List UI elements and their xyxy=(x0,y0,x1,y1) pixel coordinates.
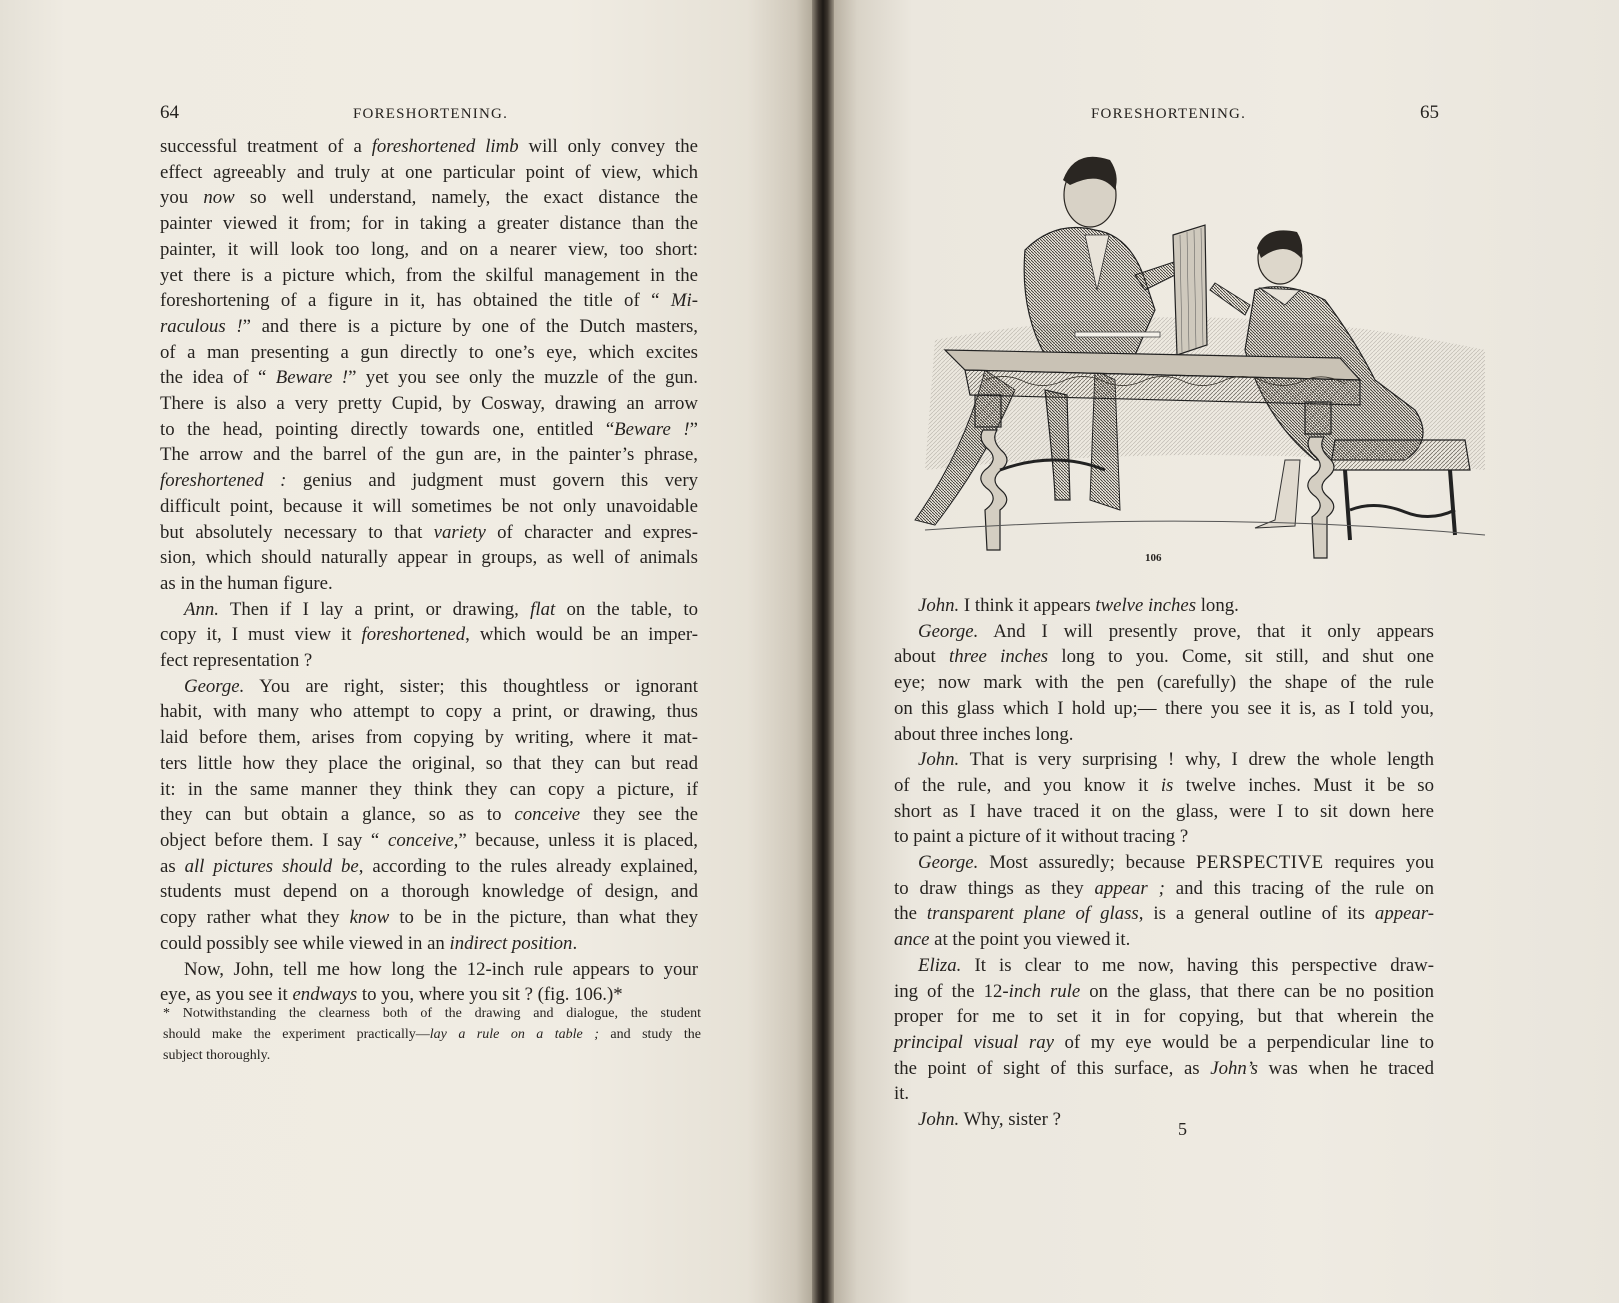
left-body-line: you now so well understand, namely, the exact distance the xyxy=(160,187,698,209)
right-body-line: ing of the 12-inch rule on the glass, that there can be no position xyxy=(894,980,1434,1002)
left-body-line: as all pictures should be, according to the rules already explained, xyxy=(160,855,699,877)
left-body-line: it: in the same manner they think they can copy a picture, if xyxy=(160,778,698,800)
right-body-line: about three inches long to you. Come, sit still, and shut one xyxy=(894,646,1434,668)
right-body-line: it. xyxy=(894,1083,910,1105)
left-body-line: copy rather what they know to be in the picture, than what they xyxy=(160,907,699,929)
right-body-line: to draw things as they appear ; and this tracing of the rule on xyxy=(894,877,1434,899)
right-body-line: Eliza. It is clear to me now, having this perspective draw- xyxy=(918,954,1434,976)
left-body-line: copy it, I must view it foreshortened, which would be an imper- xyxy=(160,624,698,646)
right-body-line: eye; now mark with the pen (carefully) the shape of the rule xyxy=(894,672,1434,694)
left-body-line: but absolutely necessary to that variety of character and expres- xyxy=(160,521,698,543)
signature-mark: 5 xyxy=(1178,1119,1187,1139)
left-body-line: ters little how they place the original, so that they can but read xyxy=(160,752,698,774)
left-body-line: foreshortened : genius and judgment must govern this very xyxy=(160,470,699,492)
left-body-line: as in the human figure. xyxy=(160,572,333,594)
right-body-line: principal visual ray of my eye would be a perpendicular line to xyxy=(894,1031,1435,1053)
left-body-text xyxy=(160,134,698,1008)
right-body-line: John. Why, sister ? xyxy=(918,1109,1061,1131)
left-body-line: could possibly see while viewed in an indirect position. xyxy=(160,932,578,954)
left-body-line: fect representation ? xyxy=(160,650,313,672)
left-body-line: students must depend on a thorough knowledge of design, and xyxy=(160,881,698,903)
right-page-number: 65 xyxy=(1420,102,1439,123)
left-body-line: foreshortening of a figure in it, has obtained the title of “ Mi- xyxy=(160,290,698,312)
floor-line xyxy=(925,521,1485,535)
left-body-line: to the head, pointing directly towards one, entitled “Beware !” xyxy=(160,418,698,440)
right-body-line: to paint a picture of it without tracing ? xyxy=(894,826,1189,848)
right-body-line: on this glass which I hold up;— there you see it is, as I told you, xyxy=(894,697,1434,719)
right-body-line: of the rule, and you know it is twelve inches. Must it be so xyxy=(894,774,1435,796)
right-running-title: FORESHORTENING. xyxy=(1091,106,1247,122)
left-page-number: 64 xyxy=(160,102,179,123)
left-body-line: they can but obtain a glance, so as to conceive they see the xyxy=(160,804,698,826)
right-body-line: George. Most assuredly; because PERSPECTIVE requires you xyxy=(918,852,1434,874)
right-body-line: about three inches long. xyxy=(894,723,1074,745)
left-body-line: yet there is a picture which, from the skilful management in the xyxy=(160,264,698,286)
right-body-line: John. I think it appears twelve inches long. xyxy=(918,595,1239,616)
footnote-line: subject thoroughly. xyxy=(163,1048,271,1063)
right-body-line: short as I have traced it on the glass, were I to sit down here xyxy=(894,800,1434,822)
right-body-line: George. And I will presently prove, that it only appears xyxy=(918,620,1434,642)
left-body-line: sion, which should naturally appear in groups, as well of animals xyxy=(160,547,698,569)
left-body-line: successful treatment of a foreshortened limb will only convey the xyxy=(160,136,698,157)
left-body-line: eye, as you see it endways to you, where you sit ? (fig. 106.)* xyxy=(160,984,623,1006)
footnote-line: * Notwithstanding the clearness both of the drawing and dialogue, the student xyxy=(163,1006,701,1021)
right-body-line: the transparent plane of glass, is a general outline of its appear- xyxy=(894,903,1435,925)
right-body-text xyxy=(894,593,1434,1133)
left-body-line: Ann. Then if I lay a print, or drawing, flat on the table, to xyxy=(184,598,698,620)
left-body-line: There is also a very pretty Cupid, by Cosway, drawing an arrow xyxy=(160,393,698,415)
engraving-illustration xyxy=(905,140,1505,560)
left-body-line: painter viewed it from; for in taking a greater distance than the xyxy=(160,213,698,235)
left-body-line: of a man presenting a gun directly to one’s eye, which excites xyxy=(160,341,698,363)
left-footnote xyxy=(163,1003,701,1066)
left-body-line: raculous !” and there is a picture by one of the Dutch masters, xyxy=(160,315,698,337)
left-body-line: object before them. I say “ conceive,” because, unless it is placed, xyxy=(160,829,698,851)
stool xyxy=(1330,440,1470,540)
book-gutter xyxy=(812,0,834,1303)
right-body-line: the point of sight of this surface, as John’s was when he traced xyxy=(894,1057,1434,1079)
left-body-line: Now, John, tell me how long the 12-inch rule appears to your xyxy=(184,958,698,980)
twelve-inch-rule xyxy=(1075,332,1160,337)
left-body-line: painter, it will look too long, and on a nearer view, too short: xyxy=(160,238,698,260)
right-body-line: John. That is very surprising ! why, I drew the whole length xyxy=(918,749,1434,771)
footnote-line: should make the experiment practically—lay a rule on a table ; and study the xyxy=(163,1027,702,1042)
left-body-line: The arrow and the barrel of the gun are, in the painter’s phrase, xyxy=(160,444,698,466)
left-body-line: laid before them, arises from copying by writing, where it mat- xyxy=(160,727,698,749)
left-running-title: FORESHORTENING. xyxy=(353,106,509,122)
right-body-line: proper for me to set it in for copying, but that wherein the xyxy=(894,1006,1434,1028)
glass-pane xyxy=(1173,225,1207,355)
left-body-line: effect agreeably and truly at one particular point of view, which xyxy=(160,161,698,183)
left-body-line: habit, with many who attempt to copy a print, or drawing, thus xyxy=(160,701,698,723)
left-body-line: the idea of “ Beware !” yet you see only the muzzle of the gun. xyxy=(160,367,698,389)
right-body-line: ance at the point you viewed it. xyxy=(894,929,1131,951)
left-body-line: George. You are right, sister; this thoughtless or ignorant xyxy=(184,675,698,697)
left-body-line: difficult point, because it will sometimes be not only unavoidable xyxy=(160,495,698,517)
figure-number: 106 xyxy=(1145,552,1162,564)
